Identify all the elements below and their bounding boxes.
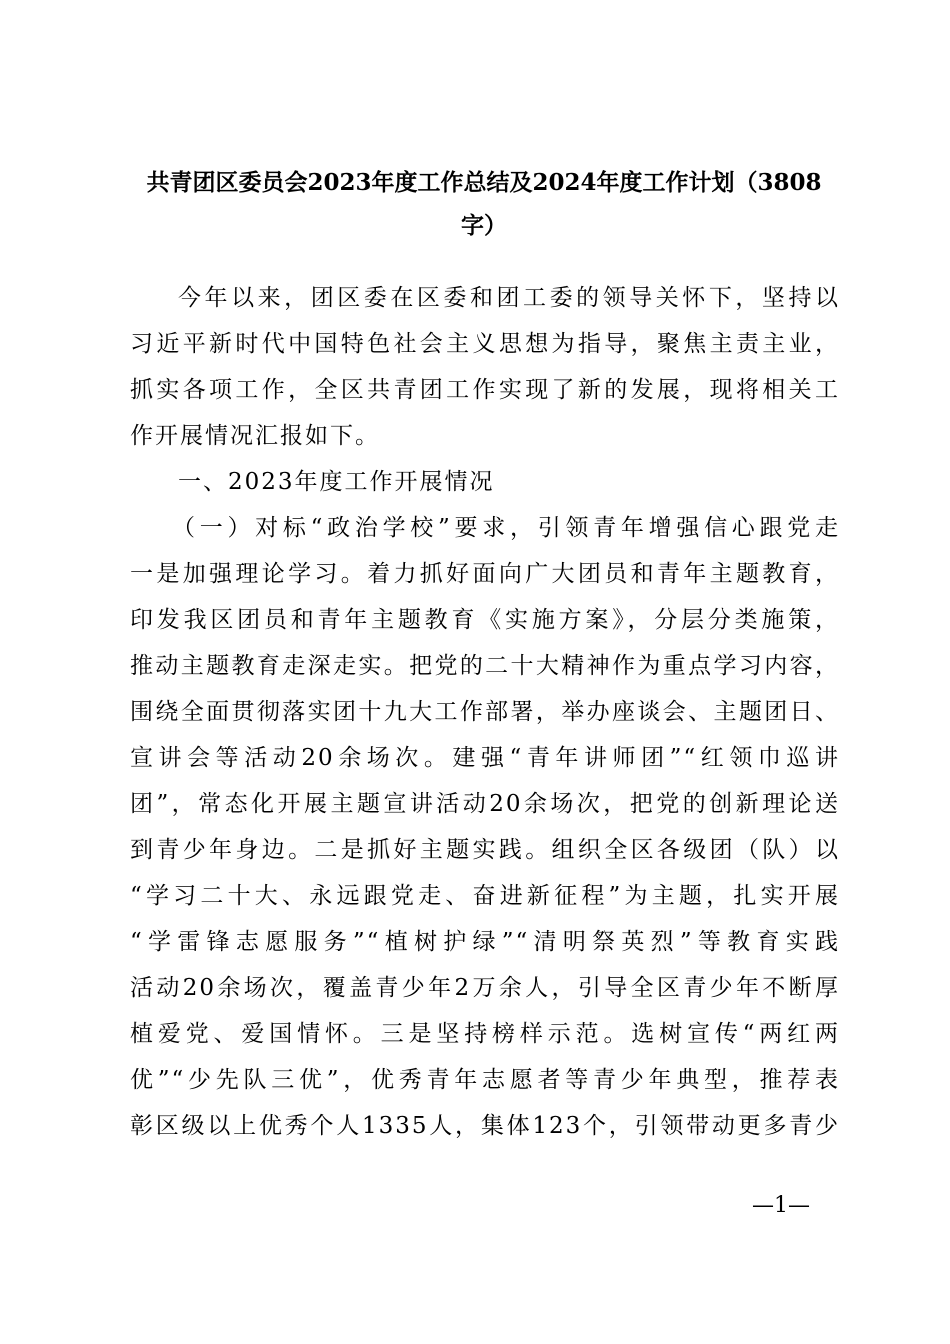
body-line: 到青少年身边。二是抓好主题实践。组织全区各级团（队）以 [130, 837, 840, 863]
body-line: “学习二十大、永远跟党走、奋进新征程”为主题，扎实开展 [130, 883, 840, 909]
body-line: 优”“少先队三优”，优秀青年志愿者等青少年典型，推荐表 [130, 1067, 840, 1093]
body-line: 印发我区团员和青年主题教育《实施方案》，分层分类施策， [130, 607, 840, 633]
document-title-line-2: 字） [461, 212, 507, 239]
body-line: 活动20余场次，覆盖青少年2万余人，引导全区青少年不断厚 [130, 975, 840, 1001]
page-number: —1— [752, 1193, 810, 1218]
body-line: 彰区级以上优秀个人1335人，集体123个，引领带动更多青少 [130, 1113, 840, 1139]
intro-line: 作开展情况汇报如下。 [130, 423, 380, 449]
body-line: 围绕全面贯彻落实团十九大工作部署，举办座谈会、主题团日、 [130, 699, 840, 725]
body-line: 植爱党、爱国情怀。三是坚持榜样示范。选树宣传“两红两 [130, 1021, 840, 1047]
intro-line: 抓实各项工作，全区共青团工作实现了新的发展，现将相关工 [130, 377, 840, 403]
section-heading: 一、2023年度工作开展情况 [178, 469, 495, 495]
intro-line: 今年以来，团区委在区委和团工委的领导关怀下，坚持以 [178, 285, 840, 311]
body-line: 宣讲会等活动20余场次。建强“青年讲师团”“红领巾巡讲 [130, 745, 840, 771]
body-line: 推动主题教育走深走实。把党的二十大精神作为重点学习内容， [130, 653, 840, 679]
document-title-line-1: 共青团区委员会2023年度工作总结及2024年度工作计划（3808 [146, 169, 822, 196]
body-line: “学雷锋志愿服务”“植树护绿”“清明祭英烈”等教育实践 [130, 929, 840, 955]
body-line: 一是加强理论学习。着力抓好面向广大团员和青年主题教育， [130, 561, 840, 587]
intro-line: 习近平新时代中国特色社会主义思想为指导，聚焦主责主业， [130, 331, 840, 357]
body-line: 团”，常态化开展主题宣讲活动20余场次，把党的创新理论送 [130, 791, 840, 817]
subsection-heading: （一）对标“政治学校”要求，引领青年增强信心跟党走 [172, 515, 840, 541]
